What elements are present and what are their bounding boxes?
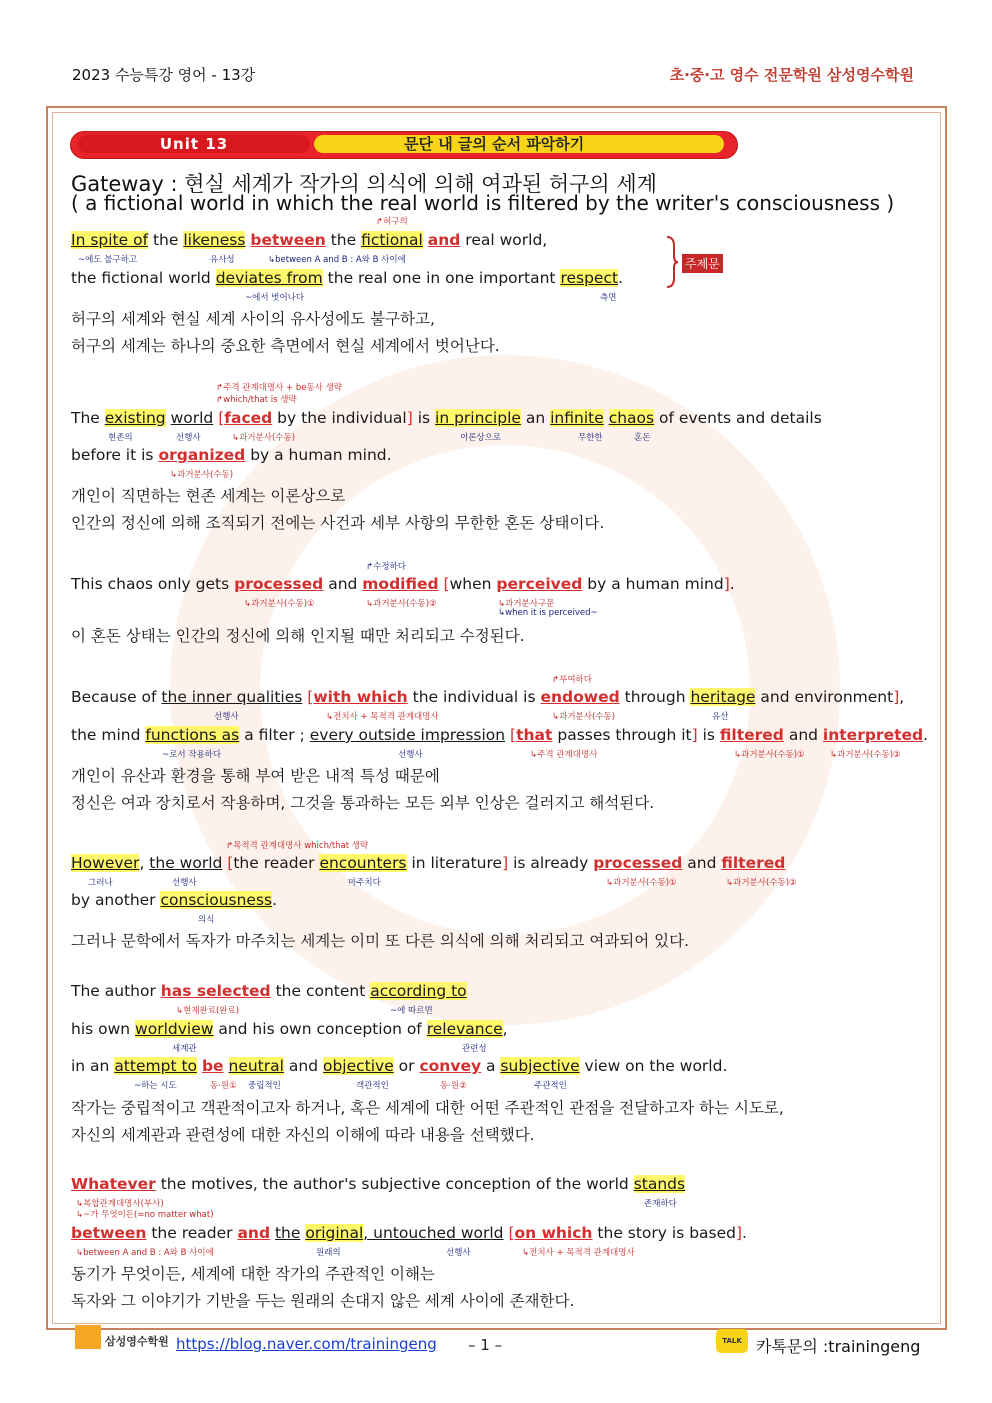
annotation: ↱허구의 [376,217,408,227]
korean-translation: 이 혼돈 상태는 인간의 정신에 의해 인지될 때만 처리되고 수정된다. [71,627,525,645]
academy-logo [75,1325,173,1351]
annotation: 혼돈 [634,433,651,443]
unit-banner [70,131,738,159]
annotation: 무한한 [578,433,603,443]
korean-translation: 독자와 그 이야기가 기반을 두는 원래의 손대지 않은 세계 사이에 존재한다. [71,1292,575,1310]
annotation: ↳전치사 + 목적격 관계대명사 [326,712,439,722]
korean-translation: 정신은 여과 장치로서 작용하며, 그것을 통과하는 모든 외부 인상은 걸러지고 해석된다. [71,794,655,812]
english-line: between the reader and the original, untouched world [on which the story is based]. [71,1224,747,1242]
korean-translation: 개인이 유산과 환경을 통해 부여 받은 내적 특성 때문에 [71,767,440,785]
annotation: ↳과거분사(수동)② [830,750,901,760]
annotation: 현존의 [108,433,133,443]
annotation: ↱수정하다 [366,562,406,572]
english-line: The existing world [faced by the individual] is in principle an infinite chaos of events and details [71,409,822,427]
korean-translation: 작가는 중립적이고 객관적이고자 하거나, 혹은 세계에 대한 어떤 주관적인 관점을 전달하고자 하는 시도로, [71,1099,784,1117]
kakaotalk-icon: TALK [716,1329,748,1353]
korean-translation: 허구의 세계와 현실 세계 사이의 유사성에도 불구하고, [71,310,435,328]
gateway-title-korean: Gateway : 현실 세계가 작가의 의식에 의해 여과된 허구의 세계 [71,172,657,196]
academy-logo-text: 삼성영수학원 [105,1335,169,1348]
annotation: 중립적인 [248,1081,281,1091]
korean-translation: 자신의 세계관과 관련성에 대한 자신의 이해에 따라 내용을 선택했다. [71,1126,535,1144]
annotation: ↱부여하다 [552,675,592,685]
annotation: 존재하다 [644,1199,677,1209]
annotation: 마주치다 [348,878,381,888]
annotation: ↳과거분사(수동)① [606,878,677,888]
unit-title: 문단 내 글의 순서 파악하기 [314,135,724,153]
annotation: ↳과거분사(수동) [232,433,296,443]
english-line: his own worldview and his own conception of relevance, [71,1020,508,1038]
annotation: ↳과거분사(수동)② [726,878,797,888]
english-line: by another consciousness. [71,891,278,909]
annotation: ↳현재완료(완료) [176,1006,240,1016]
annotation: 의식 [198,915,215,925]
annotation: ↳과거분사(수동)① [244,599,315,609]
annotation: ↱which/that is 생략 [216,395,297,405]
page-number: – 1 – [468,1336,503,1354]
annotation: ↱목적격 관계대명사 which/that 생략 [226,841,369,851]
annotation: 측면 [600,293,617,303]
annotation: 선행사 [214,712,239,722]
annotation: 동·원② [440,1081,467,1091]
english-line: the mind functions as a filter ; every outside impression [that passes through it] is filtered and interpreted. [71,726,929,744]
annotation: 주관적인 [534,1081,567,1091]
annotation: 객관적인 [356,1081,389,1091]
english-line: However, the world [the reader encounters in literature] is already processed and filtered [71,854,786,872]
annotation: ↳주격 관계대명사 [530,750,598,760]
annotation: ↳과거분사구문 [498,599,555,609]
korean-translation: 그러나 문학에서 독자가 마주치는 세계는 이미 또 다른 의식에 의해 처리되고 여과되어 있다. [71,932,690,950]
annotation: ↳과거분사(수동) [170,470,234,480]
annotation: ~에서 벗어나다 [245,293,305,303]
annotation: ~하는 시도 [134,1081,177,1091]
annotation: ↱주격 관계대명사 + be동사 생략 [216,383,342,393]
annotation: 이론상으로 [460,433,502,443]
annotation: 그러나 [88,878,113,888]
english-line: in an attempt to be neutral and objective or convey a subjective view on the world. [71,1057,728,1075]
annotation: 세계관 [172,1044,197,1054]
annotation: ↳과거분사(수동)② [366,599,437,609]
annotation: ~로서 작용하다 [162,750,222,760]
annotation: 선행사 [176,433,201,443]
korean-translation: 인간의 정신에 의해 조직되기 전에는 사건과 세부 사항의 무한한 혼돈 상태이다. [71,514,605,532]
korean-translation: 개인이 직면하는 현존 세계는 이론상으로 [71,487,346,505]
annotation: ↳~가 무엇이든(=no matter what) [76,1210,214,1220]
annotation: 선행사 [398,750,423,760]
annotation: 유산 [712,712,729,722]
annotation: 선행사 [172,878,197,888]
annotation: ↳between A and B : A와 B 사이에 [76,1248,214,1258]
english-line: In spite of the likeness between the fictional and real world, [71,231,548,249]
english-line: This chaos only gets processed and modified [when perceived by a human mind]. [71,575,735,593]
unit-label: Unit 13 [78,135,310,153]
annotation: 동·원① [210,1081,237,1091]
theme-sentence-tag: 주제문 [682,254,723,273]
gateway-title-english: ( a fictional world in which the real world is filtered by the writer's consciousness ) [71,191,895,215]
header-left-title: 2023 수능특강 영어 - 13강 [72,66,256,84]
annotation: ↳과거분사(수동) [552,712,616,722]
annotation: ↳복합관계대명사(부사) [76,1199,164,1209]
annotation: 유사성 [210,255,235,265]
blog-link[interactable]: https://blog.naver.com/trainingeng [176,1335,437,1353]
english-line: before it is organized by a human mind. [71,446,392,464]
annotation: ~에 따르면 [390,1006,433,1016]
korean-translation: 동기가 무엇이든, 세계에 대한 작가의 주관적인 이해는 [71,1265,435,1283]
annotation: ↳between A and B : A와 B 사이에 [268,255,406,265]
annotation: ↳when it is perceived~ [498,608,598,618]
house-logo-icon [75,1325,101,1349]
english-line: The author has selected the content according to [71,982,467,1000]
annotation: ~에도 불구하고 [78,255,138,265]
brace-icon [665,236,679,288]
annotation: ↳전치사 + 목적격 관계대명사 [522,1248,635,1258]
english-line: the fictional world deviates from the real one in one important respect. [71,269,623,287]
annotation: 선행사 [446,1248,471,1258]
annotation: ↳과거분사(수동)① [734,750,805,760]
header-academy-name: 초·중·고 영수 전문학원 삼성영수학원 [669,66,914,84]
annotation: 관련성 [462,1044,487,1054]
korean-translation: 허구의 세계는 하나의 중요한 측면에서 현실 세계에서 벗어난다. [71,337,500,355]
english-line: Because of the inner qualities [with which the individual is endowed through heritage and environment], [71,688,905,706]
annotation: 원래의 [316,1248,341,1258]
kakaotalk-contact: 카톡문의 :trainingeng [756,1337,921,1356]
english-line: Whatever the motives, the author's subjective conception of the world stands [71,1175,686,1193]
